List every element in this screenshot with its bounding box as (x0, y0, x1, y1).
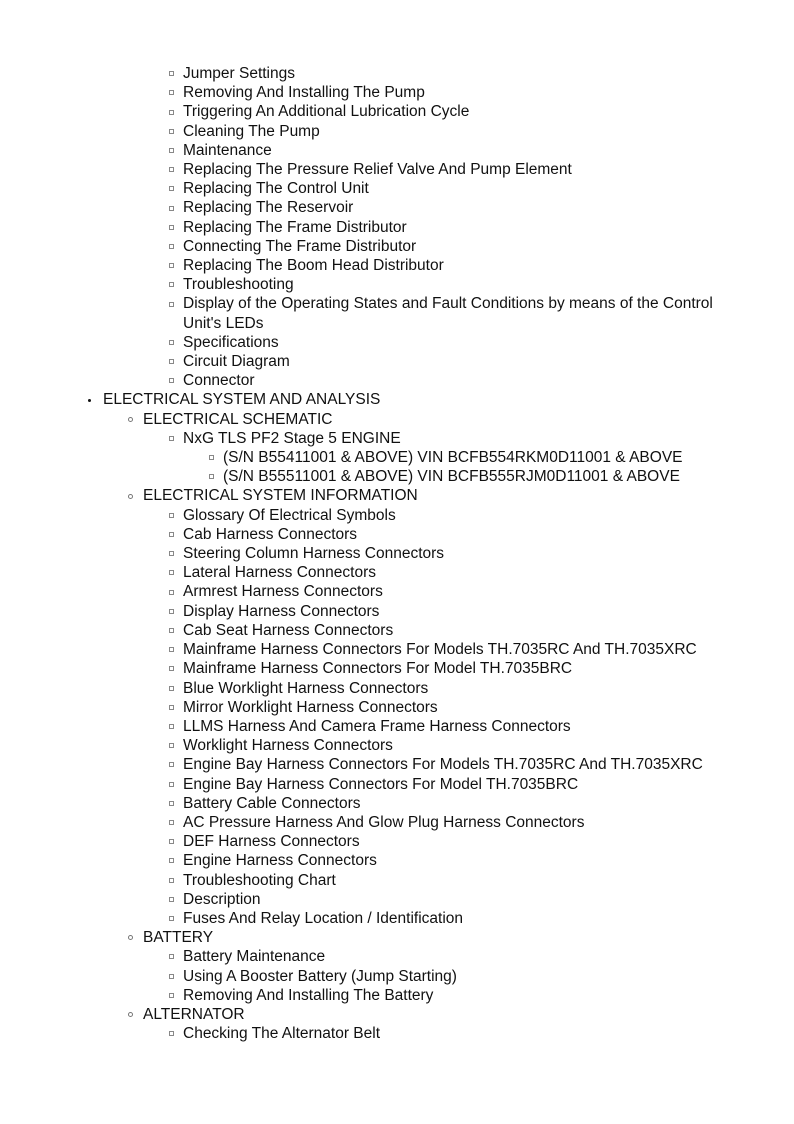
toc-item-level-2 (0, 967, 794, 986)
toc-item-text: Mainframe Harness Connectors For Model TH.7035BRC (183, 660, 573, 678)
toc-item-text: Cab Seat Harness Connectors (183, 621, 394, 639)
toc-item-level-2 (0, 83, 794, 102)
toc-item-level-2 (0, 794, 794, 813)
toc-item-level-2 (0, 736, 794, 755)
square-bullet-icon (166, 563, 176, 582)
toc-item-level-0 (0, 390, 794, 409)
toc-item-level-2 (0, 851, 794, 870)
toc-item-text: Worklight Harness Connectors (183, 737, 393, 755)
toc-item-text: Engine Bay Harness Connectors For Model TH.7035BRC (183, 775, 579, 793)
square-bullet-icon (166, 679, 176, 698)
toc-item-level-2 (0, 525, 794, 544)
toc-item-level-2 (0, 294, 794, 332)
toc-item-level-2 (0, 621, 794, 640)
toc-item-text: Replacing The Boom Head Distributor (183, 257, 444, 275)
square-bullet-icon (166, 775, 176, 794)
toc-item-text: DEF Harness Connectors (183, 833, 360, 851)
toc-item-text: BATTERY (143, 929, 214, 947)
toc-item-text: Steering Column Harness Connectors (183, 545, 445, 563)
toc-item-text: Display of the Operating States and Fault Conditions by means of the Control Unit's LEDs (183, 295, 713, 332)
square-bullet-icon (166, 352, 176, 371)
square-bullet-icon (206, 448, 216, 467)
toc-item-text: Connecting The Frame Distributor (183, 237, 417, 255)
toc-item-text: Mirror Worklight Harness Connectors (183, 698, 438, 716)
square-bullet-icon (206, 467, 216, 486)
toc-item-level-2 (0, 141, 794, 160)
toc-item-level-2 (0, 602, 794, 621)
toc-item-level-1 (0, 486, 794, 505)
toc-item-level-2 (0, 909, 794, 928)
toc-item-text: Description (183, 890, 261, 908)
square-bullet-icon (166, 333, 176, 352)
toc-item-text: Specifications (183, 333, 279, 351)
toc-item-text: Triggering An Additional Lubrication Cycle (183, 103, 470, 121)
square-bullet-icon (166, 294, 176, 313)
toc-item-level-2 (0, 218, 794, 237)
square-bullet-icon (166, 890, 176, 909)
square-bullet-icon (166, 237, 176, 256)
square-bullet-icon (166, 717, 176, 736)
toc-item-level-2 (0, 563, 794, 582)
toc-item-text: Jumper Settings (183, 65, 295, 82)
toc-item-text: ELECTRICAL SYSTEM AND ANALYSIS (103, 391, 381, 409)
toc-item-text: Maintenance (183, 141, 272, 159)
square-bullet-icon (166, 256, 176, 275)
toc-item-level-2 (0, 775, 794, 794)
toc-item-text: (S/N B55411001 & ABOVE) VIN BCFB554RKM0D11001 & ABOVE (223, 449, 683, 467)
toc-item-text: LLMS Harness And Camera Frame Harness Connectors (183, 717, 571, 735)
toc-item-text: Mainframe Harness Connectors For Models TH.7035RC And TH.7035XRC (183, 641, 697, 659)
toc-item-level-2 (0, 179, 794, 198)
square-bullet-icon (166, 506, 176, 525)
toc-item-text: Battery Maintenance (183, 948, 326, 966)
toc-item-level-2 (0, 371, 794, 390)
square-bullet-icon (166, 64, 176, 83)
square-bullet-icon (166, 198, 176, 217)
toc-item-text: Engine Bay Harness Connectors For Models TH.7035RC And TH.7035XRC (183, 756, 703, 774)
toc-item-level-2 (0, 122, 794, 141)
circle-bullet-icon (125, 410, 135, 429)
square-bullet-icon (166, 794, 176, 813)
square-bullet-icon (166, 1024, 176, 1043)
toc-item-text: AC Pressure Harness And Glow Plug Harness Connectors (183, 813, 585, 831)
toc-item-level-2 (0, 947, 794, 966)
toc-item-text: Replacing The Pressure Relief Valve And Pump Element (183, 161, 572, 179)
square-bullet-icon (166, 83, 176, 102)
toc-item-level-2 (0, 659, 794, 678)
toc-item-level-2 (0, 333, 794, 352)
square-bullet-icon (166, 909, 176, 928)
toc-item-text: ALTERNATOR (143, 1005, 245, 1023)
square-bullet-icon (166, 640, 176, 659)
square-bullet-icon (166, 122, 176, 141)
circle-bullet-icon (125, 1005, 135, 1024)
toc-item-level-2 (0, 198, 794, 217)
toc-item-level-2 (0, 429, 794, 448)
square-bullet-icon (166, 179, 176, 198)
square-bullet-icon (166, 736, 176, 755)
square-bullet-icon (166, 102, 176, 121)
disc-bullet-icon (84, 390, 94, 409)
toc-item-text: Troubleshooting (183, 276, 294, 294)
toc-item-text: ELECTRICAL SYSTEM INFORMATION (143, 487, 418, 505)
toc-item-text: Fuses And Relay Location / Identification (183, 909, 464, 927)
square-bullet-icon (166, 832, 176, 851)
toc-item-level-2 (0, 506, 794, 525)
toc-item-level-2 (0, 64, 794, 83)
toc-item-level-2 (0, 813, 794, 832)
toc-item-text: Removing And Installing The Battery (183, 986, 434, 1004)
square-bullet-icon (166, 851, 176, 870)
toc-item-level-2 (0, 679, 794, 698)
circle-bullet-icon (125, 928, 135, 947)
square-bullet-icon (166, 871, 176, 890)
square-bullet-icon (166, 544, 176, 563)
toc-item-level-2 (0, 160, 794, 179)
toc-item-text: Replacing The Control Unit (183, 180, 369, 198)
square-bullet-icon (166, 947, 176, 966)
toc-item-level-2 (0, 237, 794, 256)
toc-item-text: Cleaning The Pump (183, 122, 320, 140)
square-bullet-icon (166, 141, 176, 160)
toc-item-text: Engine Harness Connectors (183, 852, 377, 870)
toc-item-text: Replacing The Reservoir (183, 199, 354, 217)
toc-item-text: NxG TLS PF2 Stage 5 ENGINE (183, 429, 401, 447)
square-bullet-icon (166, 525, 176, 544)
toc-item-text: Blue Worklight Harness Connectors (183, 679, 429, 697)
toc-item-level-2 (0, 582, 794, 601)
toc-item-level-2 (0, 544, 794, 563)
toc-item-level-2 (0, 275, 794, 294)
square-bullet-icon (166, 371, 176, 390)
square-bullet-icon (166, 986, 176, 1005)
square-bullet-icon (166, 275, 176, 294)
toc-item-level-2 (0, 698, 794, 717)
toc-item-level-2 (0, 256, 794, 275)
square-bullet-icon (166, 621, 176, 640)
toc-item-text: Using A Booster Battery (Jump Starting) (183, 967, 457, 985)
toc-item-text: Armrest Harness Connectors (183, 583, 383, 601)
toc-item-text: Troubleshooting Chart (183, 871, 336, 889)
toc-item-level-2 (0, 832, 794, 851)
toc-item-text: Cab Harness Connectors (183, 525, 358, 543)
toc-item-text: Checking The Alternator Belt (183, 1025, 381, 1043)
toc-item-level-2 (0, 352, 794, 371)
toc-item-level-2 (0, 640, 794, 659)
square-bullet-icon (166, 659, 176, 678)
toc-item-text: Lateral Harness Connectors (183, 564, 376, 582)
table-of-contents (0, 64, 794, 1043)
square-bullet-icon (166, 160, 176, 179)
toc-item-level-2 (0, 717, 794, 736)
square-bullet-icon (166, 813, 176, 832)
toc-item-level-1 (0, 928, 794, 947)
square-bullet-icon (166, 582, 176, 601)
toc-item-text: Glossary Of Electrical Symbols (183, 506, 396, 524)
toc-item-level-1 (0, 410, 794, 429)
toc-item-level-3 (0, 467, 794, 486)
toc-item-text: Connector (183, 372, 255, 390)
square-bullet-icon (166, 698, 176, 717)
toc-item-text: Battery Cable Connectors (183, 794, 361, 812)
toc-item-text: Display Harness Connectors (183, 602, 380, 620)
toc-item-level-2 (0, 102, 794, 121)
square-bullet-icon (166, 967, 176, 986)
toc-item-level-2 (0, 1024, 794, 1043)
toc-item-text: Removing And Installing The Pump (183, 84, 425, 102)
toc-item-level-2 (0, 755, 794, 774)
toc-item-level-2 (0, 986, 794, 1005)
square-bullet-icon (166, 218, 176, 237)
square-bullet-icon (166, 602, 176, 621)
toc-item-text: ELECTRICAL SCHEMATIC (143, 410, 333, 428)
square-bullet-icon (166, 429, 176, 448)
toc-item-level-2 (0, 871, 794, 890)
circle-bullet-icon (125, 486, 135, 505)
toc-item-text: Circuit Diagram (183, 353, 290, 371)
square-bullet-icon (166, 755, 176, 774)
toc-item-level-2 (0, 890, 794, 909)
toc-item-level-3 (0, 448, 794, 467)
toc-item-level-1 (0, 1005, 794, 1024)
toc-item-text: Replacing The Frame Distributor (183, 218, 407, 236)
toc-item-text: (S/N B55511001 & ABOVE) VIN BCFB555RJM0D11001 & ABOVE (223, 468, 680, 486)
